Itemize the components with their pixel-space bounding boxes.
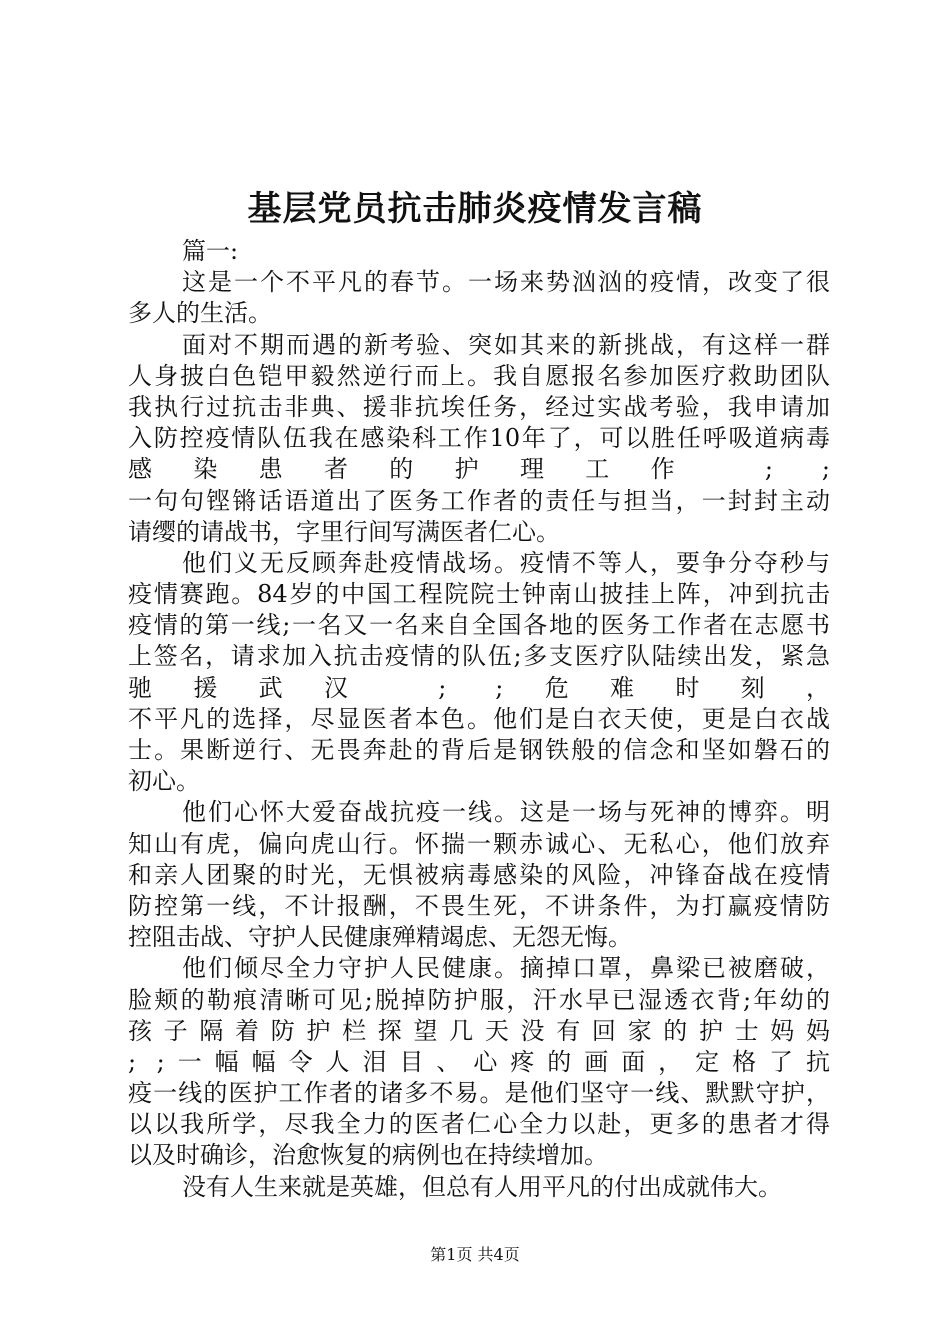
text-line: 士。果断逆行、无畏奔赴的背后是钢铁般的信念和坚如磐石的 bbox=[128, 736, 830, 764]
text-line: 他们心怀大爱奋战抗疫一线。这是一场与死神的博弈。明 bbox=[182, 798, 830, 827]
text-line: 我执行过抗击非典、援非抗埃任务，经过实战考验，我申请加 bbox=[128, 392, 830, 421]
text-line: 感染患者的护理工作 ; ; bbox=[128, 455, 830, 484]
text-line: 入防控疫情队伍我在感染科工作10年了，可以胜任呼吸道病毒 bbox=[128, 424, 830, 453]
text-line: 防控第一线，不计报酬，不畏生死，不讲条件，为打赢疫情防 bbox=[128, 891, 830, 920]
page-footer: 第1页 共4页 bbox=[430, 1245, 520, 1264]
text-line: 一句句铿锵话语道出了医务工作者的责任与担当，一封封主动 bbox=[128, 486, 830, 515]
text-line: 疫情赛跑。84岁的中国工程院院士钟南山披挂上阵，冲到抗击 bbox=[128, 580, 830, 609]
text-line: 以及时确诊，治愈恢复的病例也在持续增加。 bbox=[128, 1141, 608, 1170]
text-line: 和亲人团聚的时光，无惧被病毒感染的风险，冲锋奋战在疫情 bbox=[128, 860, 830, 889]
text-line: 不平凡的选择，尽显医者本色。他们是白衣天使，更是白衣战 bbox=[128, 704, 830, 733]
text-line: 上签名，请求加入抗击疫情的队伍;多支医疗队陆续出发，紧急 bbox=[128, 642, 830, 671]
text-line: 这是一个不平凡的春节。一场来势汹汹的疫情，改变了很 bbox=[182, 268, 830, 297]
text-line: 他们义无反顾奔赴疫情战场。疫情不等人，要争分夺秒与 bbox=[182, 548, 830, 577]
text-line: 以以我所学，尽我全力的医者仁心全力以赴，更多的患者才得 bbox=[128, 1110, 830, 1139]
text-line: 初心。 bbox=[128, 767, 200, 796]
text-line: 他们倾尽全力守护人民健康。摘掉口罩，鼻梁已被磨破， bbox=[182, 954, 830, 983]
text-line: ; ;一幅幅令人泪目、心疼的画面，定格了抗 bbox=[128, 1047, 830, 1076]
document-body bbox=[128, 236, 830, 1203]
text-line: 脸颊的勒痕清晰可见;脱掉防护服，汗水早已湿透衣背;年幼的 bbox=[128, 985, 830, 1014]
text-line: 知山有虎，偏向虎山行。怀揣一颗赤诚心、无私心，他们放弃 bbox=[128, 829, 830, 858]
text-line: 控阻击战、守护人民健康殚精竭虑、无怨无悔。 bbox=[128, 923, 632, 952]
text-line: 疫一线的医护工作者的诸多不易。是他们坚守一线、默默守护， bbox=[128, 1079, 830, 1108]
text-line: 孩 子 隔 着 防 护 栏 探 望 几 天 没 有 回 家 的 护 士 妈 妈 bbox=[128, 1016, 830, 1045]
text-line: 多人的生活。 bbox=[128, 299, 272, 328]
text-line: 请缨的请战书，字里行间写满医者仁心。 bbox=[128, 517, 560, 546]
document-title: 基层党员抗击肺炎疫情发言稿 bbox=[247, 189, 703, 229]
text-line: 疫情的第一线;一名又一名来自全国各地的医务工作者在志愿书 bbox=[128, 611, 830, 640]
text-line: 面对不期而遇的新考验、突如其来的新挑战，有这样一群 bbox=[182, 330, 830, 359]
text-line: 驰援武汉 ; ;危难时刻， bbox=[128, 673, 830, 702]
text-line: 篇一: bbox=[182, 237, 239, 265]
text-line: 人身披白色铠甲毅然逆行而上。我自愿报名参加医疗救助团队 bbox=[128, 361, 830, 390]
text-line: 没有人生来就是英雄，但总有人用平凡的付出成就伟大。 bbox=[182, 1172, 782, 1201]
